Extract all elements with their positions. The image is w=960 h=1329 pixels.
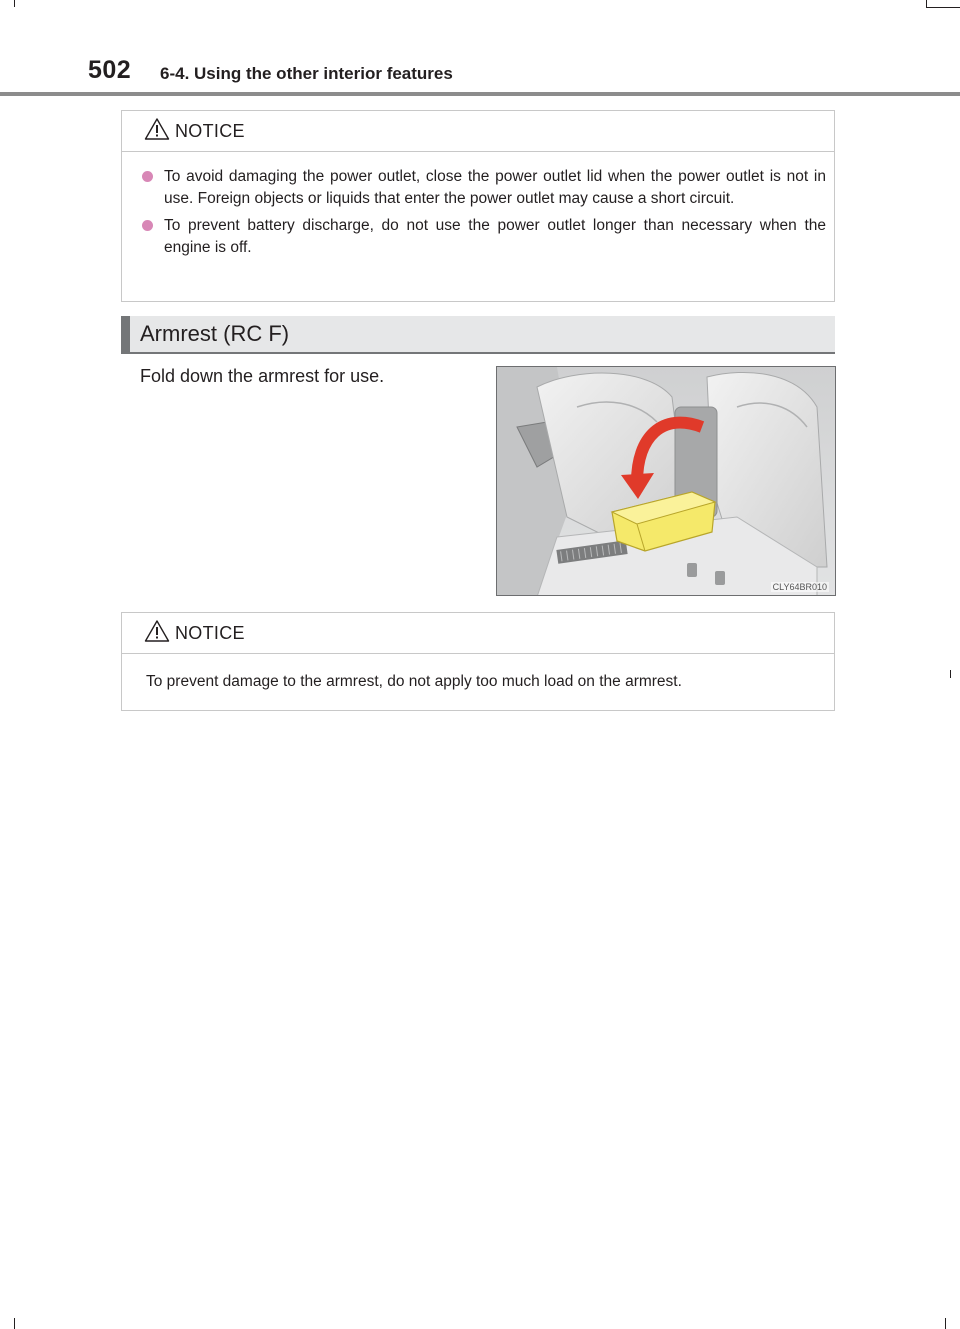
notice-box (121, 612, 835, 711)
crop-mark (950, 670, 951, 678)
notice-item (138, 166, 826, 210)
section-title: 6-4. Using the other interior features (160, 64, 453, 83)
notice-label: NOTICE (175, 121, 245, 141)
notice-label: NOTICE (175, 623, 245, 643)
notice-box (121, 110, 835, 302)
page-header (0, 0, 960, 96)
notice-header (122, 613, 834, 654)
notice-item-text: To prevent battery discharge, do not use the power outlet longer than necessary when the engine is off. (164, 217, 826, 256)
notice-item (138, 215, 826, 259)
notice-text: To prevent damage to the armrest, do not apply too much load on the armrest. (146, 673, 682, 690)
armrest-heading-bar (121, 316, 835, 354)
armrest-instruction: Fold down the armrest for use. (140, 366, 385, 386)
warning-triangle-icon (144, 117, 170, 141)
illustration-code: CLY64BR010 (772, 582, 827, 592)
notice-body (122, 654, 834, 711)
armrest-illustration (496, 366, 836, 596)
armrest-heading: Armrest (RC F) (140, 321, 290, 346)
crop-mark (14, 1318, 15, 1329)
header-rule (0, 92, 960, 96)
notice-body (122, 152, 834, 282)
warning-triangle-icon (144, 619, 170, 643)
rear-seat-illustration (497, 367, 836, 596)
page-number: 502 (88, 56, 132, 84)
notice-item-text: To avoid damaging the power outlet, close the power outlet lid when the power outlet is not in use. Foreign objects or liquids that enter the power outlet may cause a short circuit. (164, 168, 826, 207)
bullet-dot-icon (142, 171, 153, 182)
bullet-dot-icon (142, 220, 153, 231)
notice-header (122, 111, 834, 152)
crop-mark (945, 1318, 946, 1329)
